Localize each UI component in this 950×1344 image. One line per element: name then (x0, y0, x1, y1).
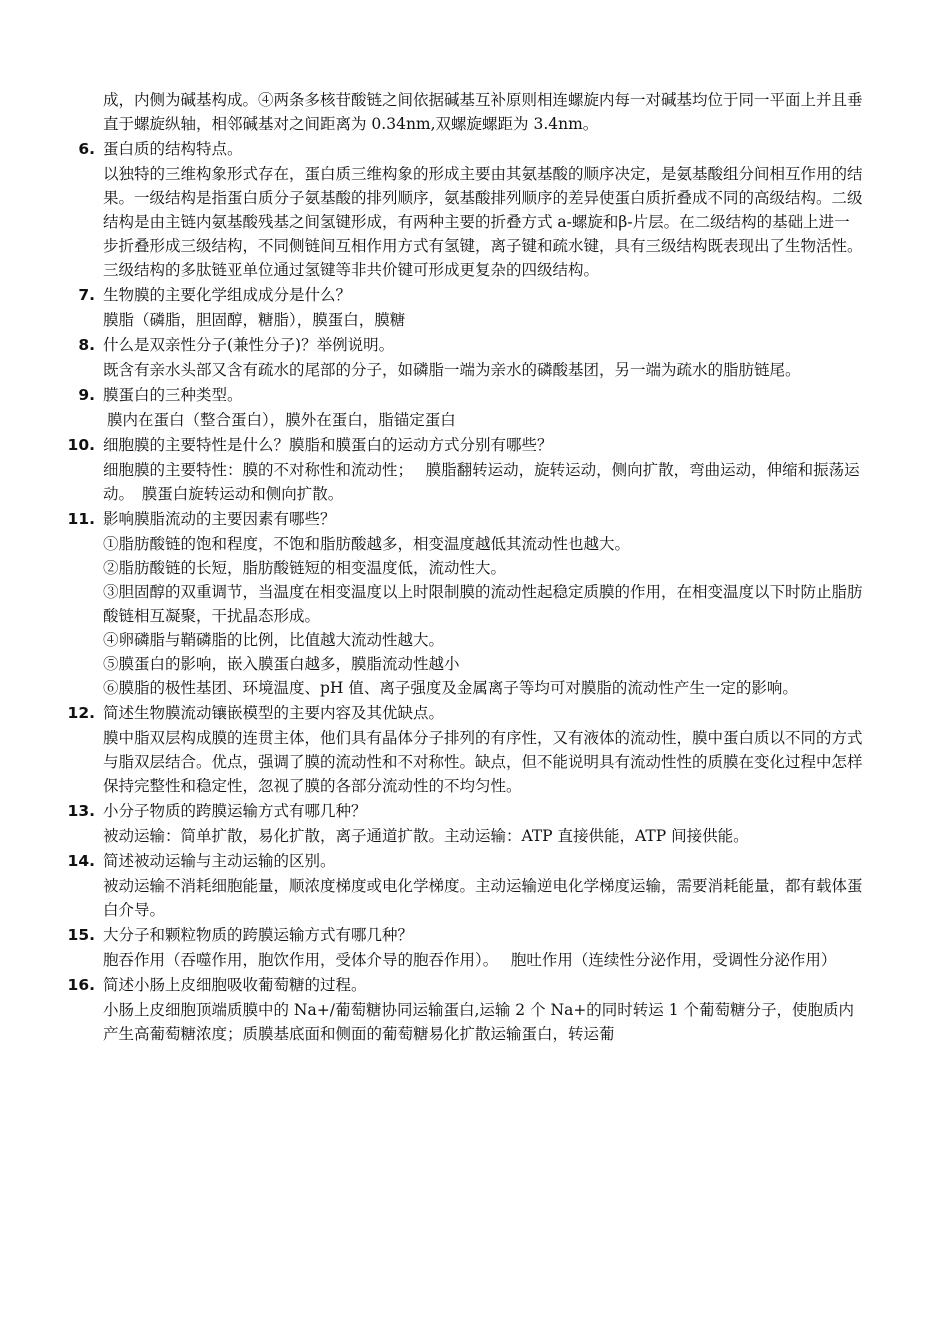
question-number: 14. (67, 852, 95, 870)
question-item-8 (0, 332, 950, 382)
answer-block (103, 358, 863, 382)
answer-block (103, 532, 863, 700)
question-number: 8. (78, 336, 95, 354)
question-text: 膜蛋白的三种类型。 (103, 386, 243, 404)
intro-paragraph (103, 0, 863, 136)
question-item-13 (0, 798, 950, 848)
answer-text: ④卵磷脂与鞘磷脂的比例，比值越大流动性越大。 (103, 631, 445, 649)
question-number: 9. (78, 386, 95, 404)
question-item-6 (0, 136, 950, 282)
answer-text: 小肠上皮细胞顶端质膜中的 Na+/葡萄糖协同运输蛋白,运输 2 个 Na+的同时转运 1 个葡萄糖分子，使胞质内产生高葡萄糖浓度；质膜基底面和侧面的葡萄糖易化扩散运输蛋白，转运葡 (103, 1001, 855, 1043)
question-number: 16. (67, 976, 95, 994)
question-text: 简述小肠上皮细胞吸收葡萄糖的过程。 (103, 976, 367, 994)
question-line (67, 848, 863, 874)
question-text: 简述生物膜流动镶嵌模型的主要内容及其优缺点。 (103, 704, 445, 722)
question-item-10 (0, 432, 950, 506)
question-text: 什么是双亲性分子(兼性分子)？举例说明。 (103, 336, 395, 354)
question-line (67, 700, 863, 726)
answer-text: ⑥膜脂的极性基团、环境温度、pH 值、离子强度及金属离子等均可对膜脂的流动性产生一定的影响。 (103, 679, 798, 697)
answer-text: 被动运输不消耗细胞能量，顺浓度梯度或电化学梯度。主动运输逆电化学梯度运输，需要消耗能量，都有载体蛋白介导。 (103, 877, 863, 919)
question-number: 15. (67, 926, 95, 944)
question-item-9 (0, 382, 950, 432)
question-item-7 (0, 282, 950, 332)
question-item-15 (0, 922, 950, 972)
answer-block (103, 874, 863, 922)
question-line (78, 282, 863, 308)
answer-block (103, 308, 863, 332)
answer-block (103, 948, 863, 972)
answer-text: 膜脂（磷脂，胆固醇，糖脂），膜蛋白，膜糖 (103, 311, 406, 329)
answer-block (103, 824, 863, 848)
question-line (67, 922, 863, 948)
question-text: 生物膜的主要化学组成成分是什么？ (103, 286, 352, 304)
question-text: 大分子和颗粒物质的跨膜运输方式有哪几种？ (103, 926, 414, 944)
question-number: 10. (67, 436, 95, 454)
question-text: 影响膜脂流动的主要因素有哪些？ (103, 510, 336, 528)
question-number: 6. (78, 140, 95, 158)
answer-text: 被动运输：简单扩散，易化扩散，离子通道扩散。主动运输：ATP 直接供能，ATP 间接供能。 (103, 827, 749, 845)
question-line (78, 136, 863, 162)
answer-block (103, 998, 863, 1046)
question-item-16 (0, 972, 950, 1046)
question-line (67, 972, 863, 998)
question-line (67, 432, 863, 458)
answer-block (103, 458, 863, 506)
answer-text: 既含有亲水头部又含有疏水的尾部的分子，如磷脂一端为亲水的磷酸基团，另一端为疏水的脂肪链尾。 (103, 361, 801, 379)
answer-text: 胞吞作用（吞噬作用，胞饮作用，受体介导的胞吞作用）。 胞吐作用（连续性分泌作用，受调性分泌作用） (103, 951, 837, 969)
answer-text: ②脂肪酸链的长短，脂肪酸链短的相变温度低，流动性大。 (103, 559, 507, 577)
answer-text: ①脂肪酸链的饱和程度，不饱和脂肪酸越多，相变温度越低其流动性也越大。 (103, 535, 631, 553)
question-line (78, 332, 863, 358)
question-item-14 (0, 848, 950, 922)
answer-text: 细胞膜的主要特性：膜的不对称性和流动性； 膜脂翻转运动，旋转运动，侧向扩散，弯曲运动，伸缩和振荡运动。 膜蛋白旋转运动和侧向扩散。 (103, 461, 860, 503)
question-number: 12. (67, 704, 95, 722)
question-text: 简述被动运输与主动运输的区别。 (103, 852, 336, 870)
question-text: 小分子物质的跨膜运输方式有哪几种？ (103, 802, 367, 820)
answer-text: ⑤膜蛋白的影响，嵌入膜蛋白越多，膜脂流动性越小 (103, 655, 460, 673)
question-number: 7. (78, 286, 95, 304)
question-item-12 (0, 700, 950, 798)
answer-block (103, 162, 863, 282)
question-number: 13. (67, 802, 95, 820)
question-number: 11. (67, 510, 95, 528)
answer-block (103, 408, 863, 432)
answer-text: 膜中脂双层构成膜的连贯主体，他们具有晶体分子排列的有序性，又有液体的流动性，膜中蛋白质以不同的方式与脂双层结合。优点，强调了膜的流动性和不对称性。缺点，但不能说明具有流动性性的质膜在变化过程中怎样保持完整性和稳定性，忽视了膜的各部分流动性的不均匀性。 (103, 729, 863, 795)
question-text: 蛋白质的结构特点。 (103, 140, 243, 158)
answer-text: ③胆固醇的双重调节，当温度在相变温度以上时限制膜的流动性起稳定质膜的作用，在相变温度以下时防止脂肪酸链相互凝聚，干扰晶态形成。 (103, 583, 863, 625)
question-line (67, 506, 863, 532)
intro-text: 成，内侧为碱基构成。④两条多核苷酸链之间依据碱基互补原则相连螺旋内每一对碱基均位于同一平面上并且垂直于螺旋纵轴，相邻碱基对之间距离为 0.34nm,双螺旋螺距为 3.4nm。 (103, 91, 863, 133)
question-item-11 (0, 506, 950, 700)
answer-text: 以独特的三维构象形式存在，蛋白质三维构象的形成主要由其氨基酸的顺序决定，是氨基酸组分间相互作用的结果。一级结构是指蛋白质分子氨基酸的排列顺序，氨基酸排列顺序的差异使蛋白质折叠成不同的高级结构。二级结构是由主链内氨基酸残基之间氢键形成，有两种主要的折叠方式 a-螺旋和β-片层。在二级结构的基础上进一步折叠形成三级结构，不同侧链间互相作用方式有氢键，离子键和疏水键，具有三级结构既表现出了生物活性。三级结构的多肽链亚单位通过氢键等非共价键可形成更复杂的四级结构。 (103, 165, 863, 279)
question-text: 细胞膜的主要特性是什么？膜脂和膜蛋白的运动方式分别有哪些？ (103, 436, 553, 454)
answer-block (103, 726, 863, 798)
question-line (78, 382, 863, 408)
answer-text: 膜内在蛋白（整合蛋白），膜外在蛋白，脂锚定蛋白 (107, 411, 456, 429)
question-line (67, 798, 863, 824)
